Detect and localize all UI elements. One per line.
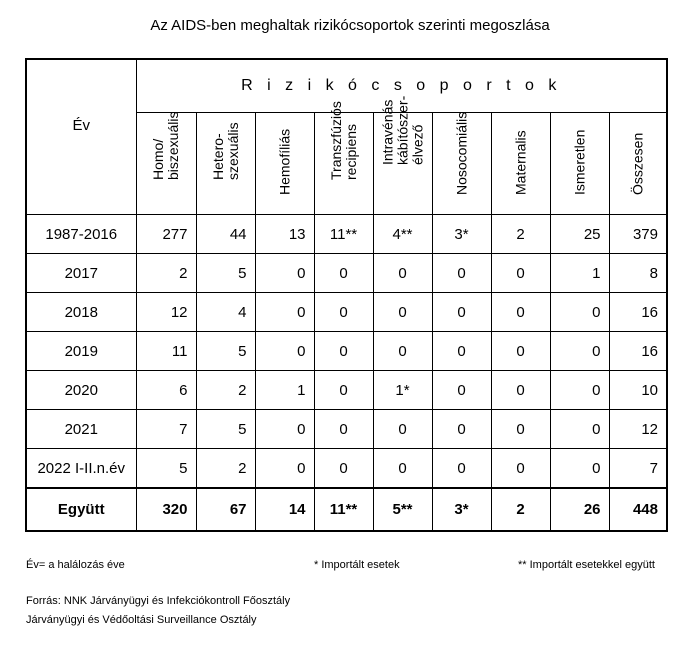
value-cell: 5 (196, 410, 255, 449)
value-cell: 3* (432, 488, 491, 531)
value-cell: 8 (609, 254, 667, 293)
table-row (26, 371, 667, 410)
value-cell: 7 (609, 449, 667, 489)
risk-groups-header: R i z i k ó c s o p o r t o k (136, 59, 667, 113)
value-cell: 0 (373, 332, 432, 371)
value-cell: 2 (196, 371, 255, 410)
value-cell: 2 (491, 488, 550, 531)
value-cell: 11** (314, 215, 373, 254)
value-cell: 44 (196, 215, 255, 254)
table-row (26, 254, 667, 293)
table-row (26, 410, 667, 449)
column-header (136, 113, 196, 215)
value-cell: 320 (136, 488, 196, 531)
value-cell: 0 (432, 410, 491, 449)
value-cell: 0 (550, 449, 609, 489)
value-cell: 0 (373, 410, 432, 449)
value-cell: 14 (255, 488, 314, 531)
column-header (609, 113, 667, 215)
value-cell: 0 (491, 410, 550, 449)
column-header (196, 113, 255, 215)
value-cell: 11** (314, 488, 373, 531)
source-line-1: Forrás: NNK Járványügyi és Infekciókontroll Főosztály (26, 595, 291, 607)
value-cell: 4** (373, 215, 432, 254)
value-cell: 0 (255, 293, 314, 332)
year-cell: 2021 (26, 410, 136, 449)
column-header (491, 113, 550, 215)
column-header (550, 113, 609, 215)
page-title: Az AIDS-ben meghaltak rizikócsoportok szerinti megoszlása (150, 17, 550, 34)
value-cell: 0 (550, 371, 609, 410)
value-cell: 0 (373, 293, 432, 332)
risk-group-table (25, 58, 668, 532)
value-cell: 2 (196, 449, 255, 489)
year-header: Év (26, 59, 136, 215)
year-cell: 1987-2016 (26, 215, 136, 254)
value-cell: 26 (550, 488, 609, 531)
value-cell: 0 (255, 254, 314, 293)
year-cell: 2022 I-II.n.év (26, 449, 136, 489)
value-cell: 16 (609, 332, 667, 371)
year-cell: 2017 (26, 254, 136, 293)
value-cell: 277 (136, 215, 196, 254)
imported-together-note: ** Importált esetekkel együtt (518, 559, 655, 571)
column-header (432, 113, 491, 215)
value-cell: 448 (609, 488, 667, 531)
value-cell: 0 (314, 293, 373, 332)
value-cell: 25 (550, 215, 609, 254)
value-cell: 0 (432, 371, 491, 410)
value-cell: 12 (136, 293, 196, 332)
value-cell: 0 (432, 293, 491, 332)
value-cell: 67 (196, 488, 255, 531)
value-cell: 0 (314, 371, 373, 410)
column-header-label: Hemofíliás (276, 128, 292, 195)
value-cell: 5 (136, 449, 196, 489)
column-header-label: Összesen (629, 132, 646, 195)
value-cell: 0 (373, 449, 432, 489)
value-cell: 10 (609, 371, 667, 410)
value-cell: 3* (432, 215, 491, 254)
value-cell: 5 (196, 254, 255, 293)
value-cell: 0 (255, 449, 314, 489)
value-cell: 0 (491, 449, 550, 489)
year-note: Év= a halálozás éve (26, 559, 125, 571)
value-cell: 0 (491, 293, 550, 332)
table-row (26, 332, 667, 371)
column-header-label: Transzfúziós recipiens (327, 101, 359, 180)
value-cell: 0 (255, 332, 314, 371)
column-header-label: Hetero- szexuális (209, 122, 241, 180)
value-cell: 13 (255, 215, 314, 254)
year-cell: 2020 (26, 371, 136, 410)
value-cell: 0 (491, 332, 550, 371)
source-line-2: Járványügyi és Védőoltási Surveillance Osztály (26, 614, 257, 626)
value-cell: 0 (432, 449, 491, 489)
value-cell: 0 (314, 332, 373, 371)
column-header-label: Intravénás kábítószer- élvező (379, 95, 425, 165)
value-cell: 1 (255, 371, 314, 410)
table-row (26, 215, 667, 254)
value-cell: 0 (432, 332, 491, 371)
column-header-label: Nosocomiális (453, 111, 469, 195)
value-cell: 5 (196, 332, 255, 371)
table-row (26, 449, 667, 489)
value-cell: 1* (373, 371, 432, 410)
value-cell: 0 (550, 293, 609, 332)
value-cell: 1 (550, 254, 609, 293)
column-header-label: Ismeretlen (571, 129, 587, 195)
value-cell: 6 (136, 371, 196, 410)
year-cell: 2019 (26, 332, 136, 371)
column-header (255, 113, 314, 215)
value-cell: 11 (136, 332, 196, 371)
value-cell: 0 (491, 371, 550, 410)
table-row (26, 293, 667, 332)
total-label: Együtt (26, 488, 136, 531)
value-cell: 2 (136, 254, 196, 293)
column-header (373, 95, 432, 215)
value-cell: 2 (491, 215, 550, 254)
value-cell: 0 (550, 332, 609, 371)
value-cell: 16 (609, 293, 667, 332)
value-cell: 0 (550, 410, 609, 449)
value-cell: 12 (609, 410, 667, 449)
column-header-label: Maternalis (512, 130, 528, 195)
value-cell: 4 (196, 293, 255, 332)
value-cell: 5** (373, 488, 432, 531)
column-header (314, 101, 373, 215)
column-header-label: Homo/ biszexuális (150, 111, 181, 180)
total-row (26, 488, 667, 531)
value-cell: 0 (491, 254, 550, 293)
year-cell: 2018 (26, 293, 136, 332)
value-cell: 0 (432, 254, 491, 293)
value-cell: 0 (314, 449, 373, 489)
value-cell: 0 (314, 254, 373, 293)
value-cell: 0 (314, 410, 373, 449)
value-cell: 7 (136, 410, 196, 449)
imported-note: * Importált esetek (314, 559, 400, 571)
value-cell: 0 (373, 254, 432, 293)
value-cell: 0 (255, 410, 314, 449)
value-cell: 379 (609, 215, 667, 254)
